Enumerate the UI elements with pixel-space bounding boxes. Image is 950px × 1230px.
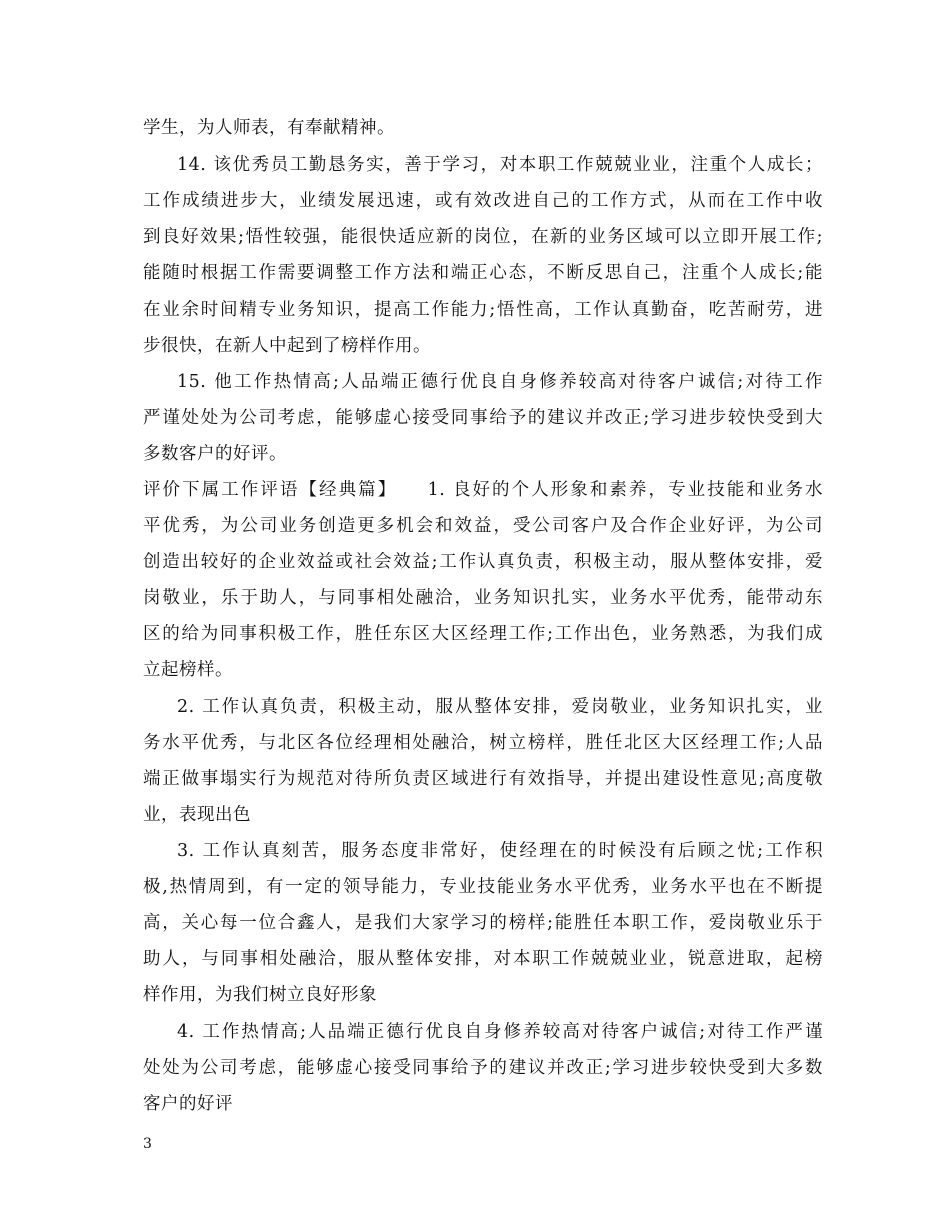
text-line: 15. 他工作热情高;人品端正德行优良自身修养较高对待客户诚信;对待工作 bbox=[177, 372, 823, 392]
text-line: 14. 该优秀员工勤恳务实，善于学习，对本职工作兢兢业业，注重个人成长； bbox=[177, 155, 823, 175]
text-line: 在业余时间精专业务知识，提高工作能力;悟性高，工作认真勤奋，吃苦耐劳，进 bbox=[143, 300, 823, 320]
text-line: 2. 工作认真负责，积极主动，服从整体安排，爱岗敬业，业务知识扎实，业 bbox=[177, 697, 823, 717]
text-line: 客户的好评 bbox=[143, 1094, 233, 1114]
text-line: 4. 工作热情高;人品端正德行优良自身修养较高对待客户诚信;对待工作严谨 bbox=[177, 1022, 823, 1042]
text-line: 岗敬业，乐于助人，与同事相处融洽，业务知识扎实，业务水平优秀，能带动东 bbox=[143, 588, 823, 608]
text-line: 3. 工作认真刻苦，服务态度非常好，使经理在的时候没有后顾之忧;工作积 bbox=[177, 841, 823, 861]
text-line: 样作用，为我们树立良好形象 bbox=[143, 985, 377, 1005]
text-line: 工作成绩进步大，业绩发展迅速，或有效改进自己的工作方式，从而在工作中收 bbox=[143, 191, 823, 211]
text-line: 创造出较好的企业效益或社会效益;工作认真负责，积极主动，服从整体安排，爱 bbox=[143, 552, 823, 572]
text-line: 业，表现出色 bbox=[143, 805, 251, 825]
text-line: 极,热情周到，有一定的领导能力，专业技能业务水平优秀，业务水平也在不断提 bbox=[143, 877, 823, 897]
text-line: 端正做事塌实行为规范对待所负责区域进行有效指导，并提出建设性意见;高度敬 bbox=[143, 769, 823, 789]
text-line: 多数客户的好评。 bbox=[143, 444, 287, 464]
text-line: 立起榜样。 bbox=[143, 660, 233, 680]
text-line: 平优秀，为公司业务创造更多机会和效益，受公司客户及合作企业好评，为公司 bbox=[143, 516, 823, 536]
text-line: 助人，与同事相处融洽，服从整体安排，对本职工作兢兢业业，锐意进取，起榜 bbox=[143, 949, 823, 969]
text-line: 步很快，在新人中起到了榜样作用。 bbox=[143, 336, 431, 356]
page-number: 3 bbox=[143, 1136, 152, 1152]
text-line: 高，关心每一位合鑫人，是我们大家学习的榜样;能胜任本职工作，爱岗敬业乐于 bbox=[143, 913, 823, 933]
text-line: 严谨处处为公司考虑，能够虚心接受同事给予的建议并改正;学习进步较快受到大 bbox=[143, 408, 823, 428]
text-line: 到良好效果;悟性较强，能很快适应新的岗位，在新的业务区域可以立即开展工作; bbox=[143, 227, 823, 247]
text-line: 处处为公司考虑，能够虚心接受同事给予的建议并改正;学习进步较快受到大多数 bbox=[143, 1058, 823, 1078]
text-line: 评价下属工作评语【经典篇】 1. 良好的个人形象和素养，专业技能和业务水 bbox=[143, 480, 823, 500]
text-line: 务水平优秀，与北区各位经理相处融洽，树立榜样，胜任北区大区经理工作;人品 bbox=[143, 733, 823, 753]
text-line: 学生，为人师表，有奉献精神。 bbox=[143, 118, 395, 138]
text-line: 能随时根据工作需要调整工作方法和端正心态，不断反思自己，注重个人成长;能 bbox=[143, 263, 823, 283]
text-line: 区的给为同事积极工作，胜任东区大区经理工作;工作出色，业务熟悉，为我们成 bbox=[143, 624, 823, 644]
